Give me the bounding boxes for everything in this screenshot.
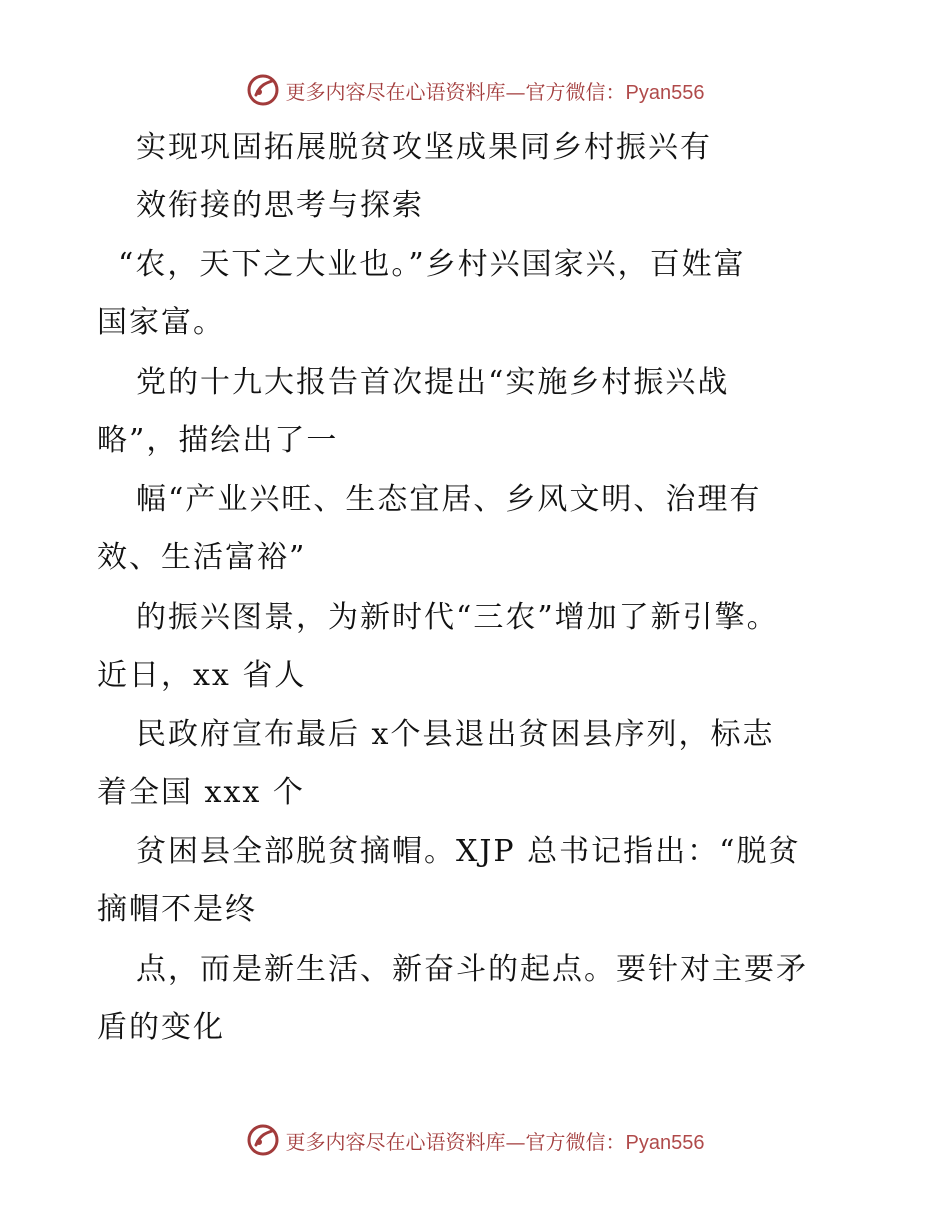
header-banner-text (286, 76, 705, 105)
header-banner (0, 70, 950, 110)
header-banner-contact: Pyan556 (625, 81, 705, 104)
paragraph-line: 近日，xx 省人 (97, 658, 307, 693)
paragraph-line: 盾的变化 (97, 1010, 225, 1045)
header-banner-label: 更多内容尽在心语资料库—官方微信： (285, 79, 626, 104)
paragraph-line: 着全国 xxx 个 (97, 775, 305, 810)
paragraph-line: 略”，描绘出了一 (97, 423, 339, 458)
paragraph-line: 幅“产业兴旺、生态宜居、乡风文明、治理有 (136, 482, 762, 517)
paragraph-line: 贫困县全部脱贫摘帽。XJP 总书记指出：“脱贫 (136, 834, 801, 869)
doc-title-line-2: 效衔接的思考与探索 (136, 188, 424, 223)
footer-banner-contact: Pyan556 (625, 1131, 705, 1154)
paragraph-line: “农，天下之大业也。”乡村兴国家兴，百姓富 (118, 247, 746, 282)
seal-logo-icon (246, 1123, 280, 1157)
doc-title-line-1: 实现巩固拓展脱贫攻坚成果同乡村振兴有 (136, 130, 712, 165)
paragraph-line: 的振兴图景，为新时代“三农”增加了新引擎。 (136, 600, 779, 635)
footer-banner-label: 更多内容尽在心语资料库—官方微信： (285, 1129, 626, 1154)
paragraph-line: 党的十九大报告首次提出“实施乡村振兴战 (136, 365, 730, 400)
footer-banner-text (286, 1126, 705, 1155)
paragraph-line: 摘帽不是终 (97, 892, 257, 927)
seal-logo-icon (246, 73, 280, 107)
paragraph-line: 点，而是新生活、新奋斗的起点。要针对主要矛 (136, 952, 808, 987)
paragraph-line: 民政府宣布最后 x个县退出贫困县序列，标志 (136, 717, 775, 752)
paragraph-line: 效、生活富裕” (97, 540, 307, 575)
footer-banner (0, 1120, 950, 1160)
paragraph-line: 国家富。 (97, 305, 225, 340)
